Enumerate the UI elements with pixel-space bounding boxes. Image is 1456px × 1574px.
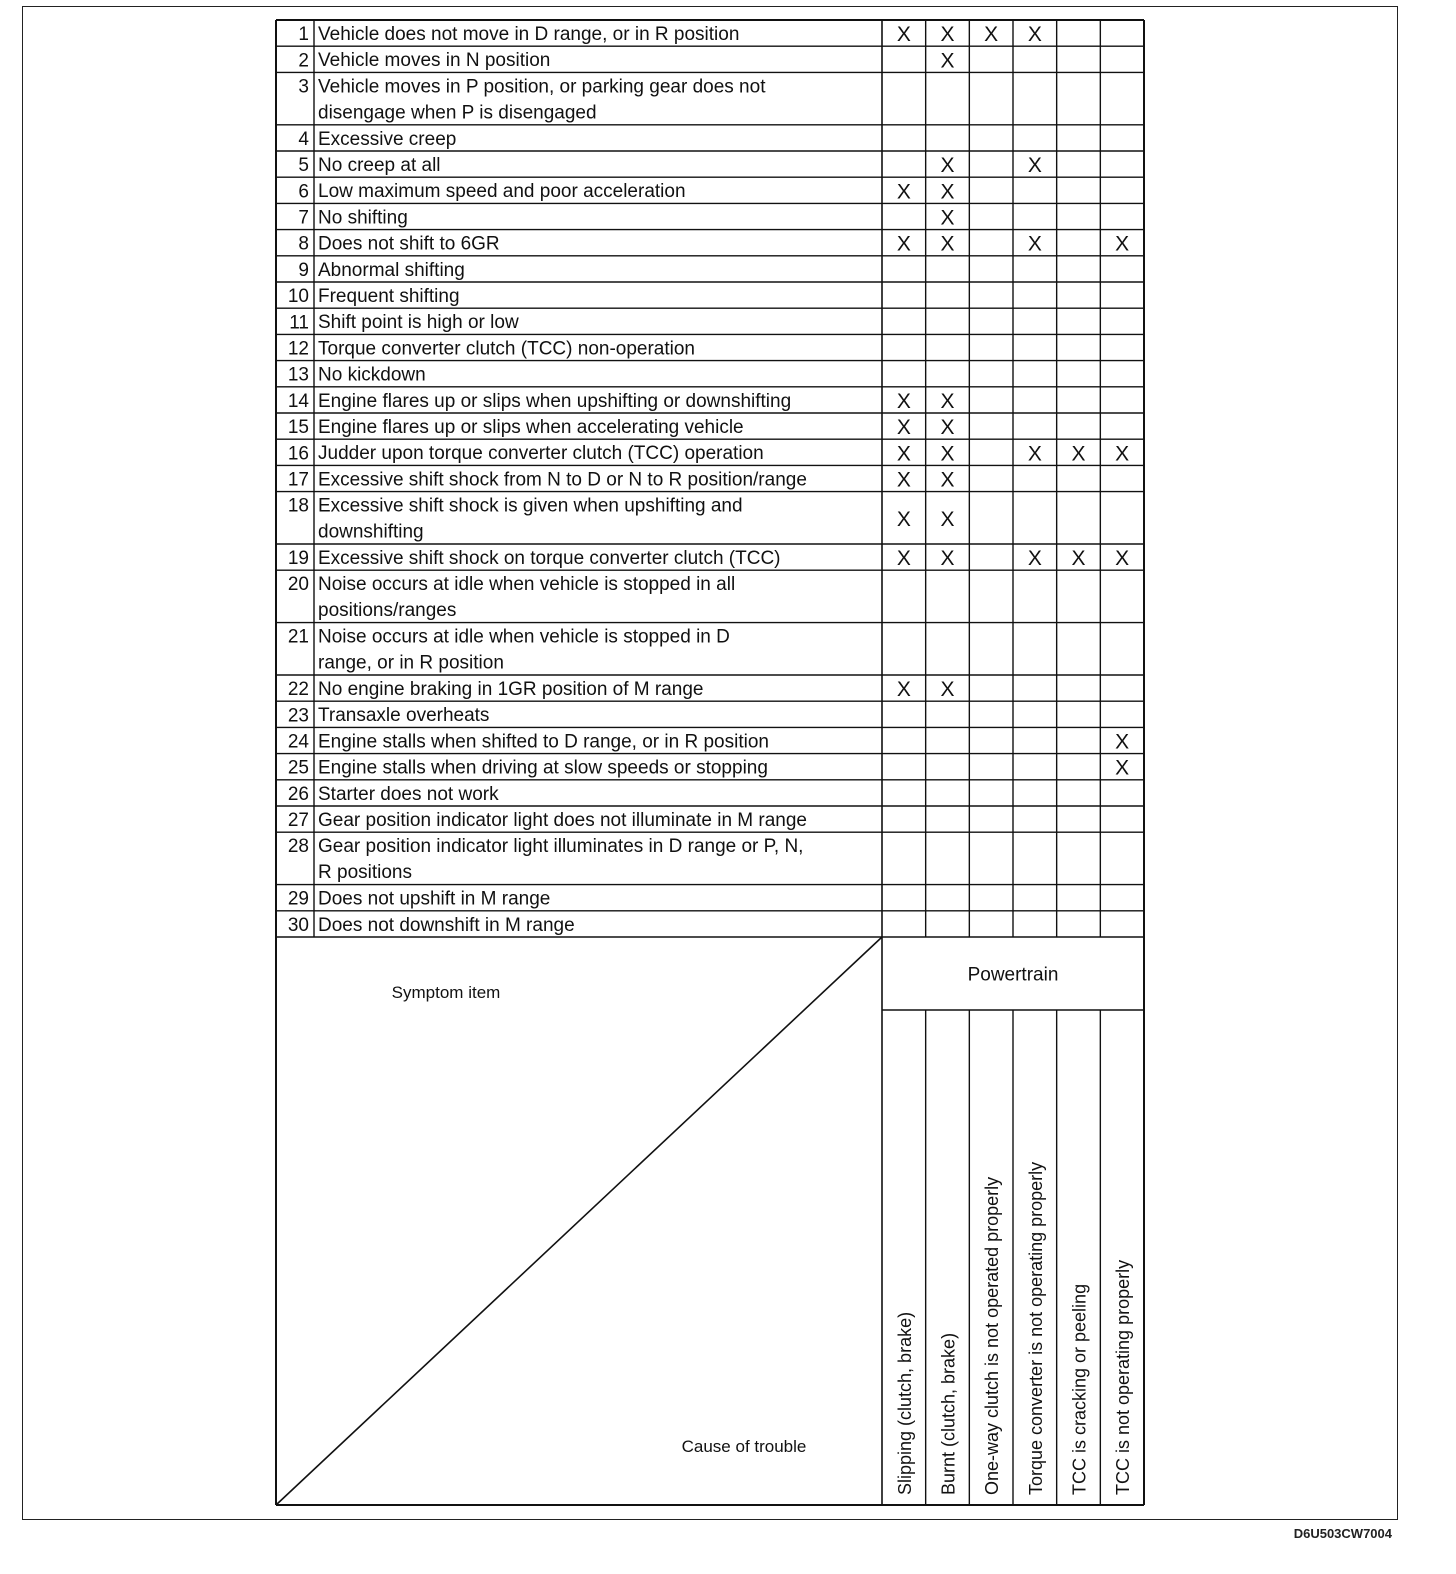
row-number: 15 [287,417,309,439]
cause-mark-x: X [896,232,911,256]
cause-mark-x: X [940,232,955,256]
cause-mark-x: X [1115,730,1130,754]
row-number: 17 [287,469,309,491]
row-number: 18 [287,495,309,517]
cause-mark-x: X [1027,154,1042,178]
row-number: 5 [298,155,309,177]
symptom-text: Excessive shift shock on torque converter clutch (TCC) [318,548,781,569]
cause-mark-x: X [940,547,955,571]
row-number: 30 [287,914,309,936]
cause-mark-x: X [1115,232,1130,256]
cause-mark-x: X [1115,547,1130,571]
cause-mark-x: X [940,507,955,531]
cause-mark-x: X [940,389,955,413]
cause-mark-x: X [1027,547,1042,571]
cause-mark-x: X [940,442,955,466]
cause-mark-x: X [940,678,955,702]
symptom-text: Low maximum speed and poor acceleration [318,181,686,203]
symptom-text: Excessive shift shock is given when upshifting and [318,495,743,517]
cause-mark-x: X [1115,442,1130,466]
row-number: 24 [287,731,309,753]
row-number: 11 [289,312,309,334]
row-number: 16 [287,443,309,465]
row-number: 9 [298,259,309,281]
row-number: 14 [287,390,309,412]
symptom-text: Abnormal shifting [318,259,465,281]
symptom-text: Excessive shift shock from N to D or N to R position/range [318,469,807,491]
row-number: 19 [287,548,309,570]
cause-column-header: Burnt (clutch, brake) [938,1332,959,1495]
symptom-text: Vehicle does not move in D range, or in R position [318,24,740,45]
row-number: 2 [298,50,309,72]
row-number: 22 [287,679,309,701]
symptom-text: positions/ranges [318,600,457,622]
symptom-item-label: Symptom item [391,983,501,1002]
symptom-text: disengage when P is disengaged [318,102,597,124]
symptom-text: Starter does not work [318,783,499,805]
cause-mark-x: X [940,468,955,492]
cause-mark-x: X [896,180,911,204]
row-number: 26 [287,783,309,805]
corner-diagonal [276,937,882,1505]
symptom-text: No creep at all [318,155,441,176]
row-number: 6 [298,181,309,203]
symptom-text: Engine stalls when shifted to D range, or in R position [318,731,769,753]
cause-mark-x: X [896,678,911,702]
cause-mark-x: X [1071,442,1086,466]
row-number: 4 [298,128,309,150]
symptom-text: Shift point is high or low [318,312,519,334]
row-number: 12 [287,338,309,360]
figure-code: D6U503CW7004 [1293,1526,1392,1541]
cause-mark-x: X [1027,232,1042,256]
cause-mark-x: X [1115,756,1130,780]
cause-mark-x: X [940,206,955,230]
cause-mark-x: X [896,416,911,440]
symptom-text: Does not downshift in M range [318,914,575,936]
cause-mark-x: X [940,180,955,204]
symptom-text: Frequent shifting [318,286,460,307]
symptom-text: Torque converter clutch (TCC) non-operation [318,338,696,360]
row-number: 29 [287,888,309,910]
cause-column-header: Torque converter is not operating properly [1025,1161,1046,1495]
symptom-text: Transaxle overheats [318,705,490,727]
cause-column-header: One-way clutch is not operated properly [982,1176,1003,1495]
cause-mark-x: X [940,49,955,73]
symptom-text: Gear position indicator light illuminates in D range or P, N, [318,836,804,858]
row-number: 13 [287,364,309,386]
row-number: 7 [298,207,309,229]
symptom-text: No engine braking in 1GR position of M range [318,679,704,700]
symptom-text: range, or in R position [318,652,504,674]
row-number: 27 [287,810,309,832]
symptom-text: Gear position indicator light does not illuminate in M range [318,810,807,831]
cause-mark-x: X [896,468,911,492]
symptom-text: Noise occurs at idle when vehicle is stopped in D [318,626,730,648]
symptom-text: Engine flares up or slips when accelerating vehicle [318,417,744,438]
symptom-text: Engine stalls when driving at slow speeds or stopping [318,757,768,779]
symptom-text: No kickdown [318,364,426,386]
cause-mark-x: X [896,389,911,413]
row-number: 3 [298,76,309,98]
row-number: 25 [287,757,309,779]
cause-mark-x: X [896,507,911,531]
powertrain-group-label: Powertrain [967,964,1059,986]
cause-column-header: TCC is cracking or peeling [1069,1283,1090,1495]
cause-mark-x: X [940,154,955,178]
cause-column-header: TCC is not operating properly [1113,1259,1134,1495]
cause-mark-x: X [984,23,999,47]
symptom-text: downshifting [318,521,424,543]
cause-column-header: Slipping (clutch, brake) [894,1311,915,1495]
cause-mark-x: X [1027,442,1042,466]
cause-mark-x: X [896,23,911,47]
symptom-text: Excessive creep [318,128,457,150]
row-number: 21 [287,626,309,648]
cause-mark-x: X [1027,23,1042,47]
row-number: 10 [287,286,309,308]
symptom-text: Vehicle moves in N position [318,50,551,72]
row-number: 23 [287,705,309,727]
symptom-text: Does not shift to 6GR [318,233,500,255]
row-number: 28 [287,836,309,858]
cause-mark-x: X [896,442,911,466]
cause-of-trouble-label: Cause of trouble [681,1437,807,1456]
cause-mark-x: X [1071,547,1086,571]
symptom-text: Engine flares up or slips when upshifting or downshifting [318,390,792,412]
row-number: 8 [298,233,309,255]
symptom-text: Noise occurs at idle when vehicle is stopped in all [318,574,736,596]
row-number: 20 [287,574,309,596]
symptom-text: Vehicle moves in P position, or parking gear does not [318,76,766,98]
symptom-text: R positions [318,862,412,884]
symptom-text: Judder upon torque converter clutch (TCC) operation [318,443,764,465]
cause-mark-x: X [896,547,911,571]
symptom-text: No shifting [318,207,408,229]
row-number: 1 [298,24,309,46]
cause-mark-x: X [940,23,955,47]
symptom-text: Does not upshift in M range [318,888,551,910]
cause-mark-x: X [940,416,955,440]
